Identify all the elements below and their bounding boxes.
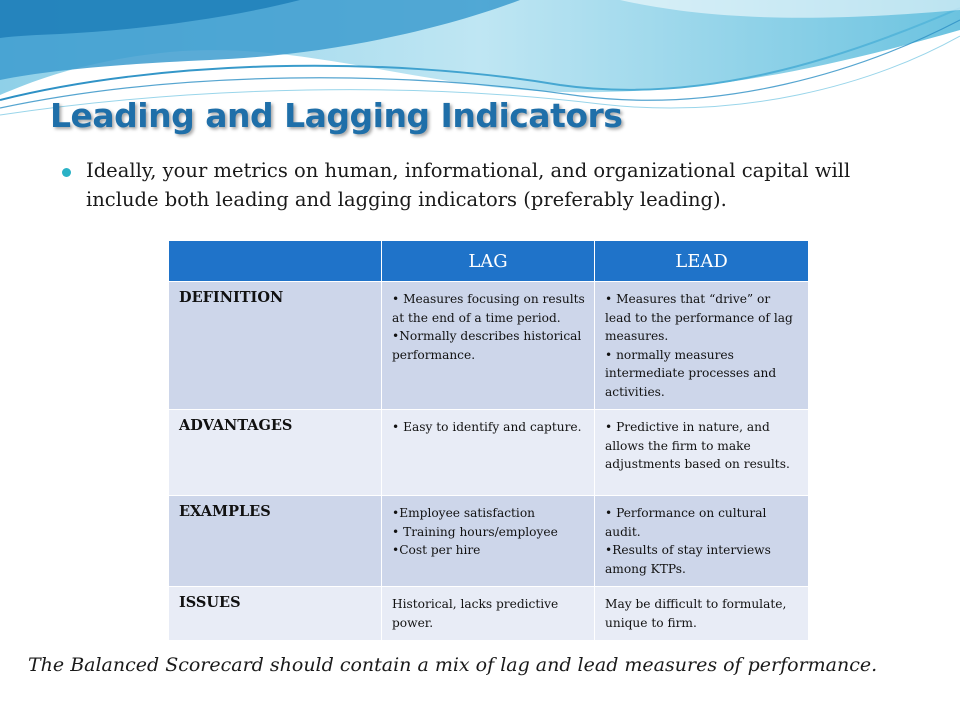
- row-label-advantages: ADVANTAGES: [169, 410, 382, 496]
- table-row-issues: [169, 587, 809, 641]
- issues-lead-cell: [595, 587, 809, 641]
- cell-line: May be difficult to formulate, unique to firm.: [605, 597, 787, 630]
- advantages-lead-cell: [595, 410, 809, 496]
- table-row-examples: [169, 496, 809, 587]
- indicator-table: [168, 240, 809, 641]
- row-label-issues: ISSUES: [169, 587, 382, 641]
- footer-note: The Balanced Scorecard should contain a mix of lag and lead measures of performance.: [28, 654, 878, 676]
- cell-line: • Easy to identify and capture.: [392, 420, 582, 434]
- row-label-definition: DEFINITION: [169, 282, 382, 410]
- cell-line: • Predictive in nature, and allows the firm to make adjustments based on results.: [605, 420, 790, 471]
- table-row-advantages: [169, 410, 809, 496]
- bullet-text: Ideally, your metrics on human, informational, and organizational capital will include both leading and lagging indicators (preferably leading).: [86, 159, 851, 211]
- row-label-examples: EXAMPLES: [169, 496, 382, 587]
- cell-line: •Cost per hire: [392, 543, 481, 557]
- definition-lag-cell: [382, 282, 595, 410]
- slide-title: Leading and Lagging Indicators: [50, 96, 623, 135]
- cell-line: • Measures that “drive” or lead to the performance of lag measures.: [605, 292, 793, 343]
- header-lead: LEAD: [595, 241, 809, 282]
- examples-lead-cell: [595, 496, 809, 587]
- table-row-definition: [169, 282, 809, 410]
- bullet-dot-icon: [62, 168, 71, 177]
- advantages-lag-cell: [382, 410, 595, 496]
- header-lag: LAG: [382, 241, 595, 282]
- cell-line: • normally measures intermediate processes and activities.: [605, 347, 777, 399]
- cell-line: • Measures focusing on results at the end of a time period.: [392, 292, 585, 325]
- examples-lag-cell: [382, 496, 595, 587]
- cell-line: Historical, lacks predictive power.: [392, 597, 559, 630]
- cell-line: • Performance on cultural audit.: [605, 506, 767, 539]
- cell-line: •Normally describes historical performance.: [392, 329, 582, 362]
- cell-line: •Results of stay interviews among KTPs.: [605, 543, 771, 576]
- table-header-row: [169, 241, 809, 282]
- definition-lead-cell: [595, 282, 809, 410]
- cell-line: •Employee satisfaction: [392, 506, 536, 520]
- header-blank: [169, 241, 382, 282]
- cell-line: • Training hours/employee: [392, 524, 558, 539]
- issues-lag-cell: [382, 587, 595, 641]
